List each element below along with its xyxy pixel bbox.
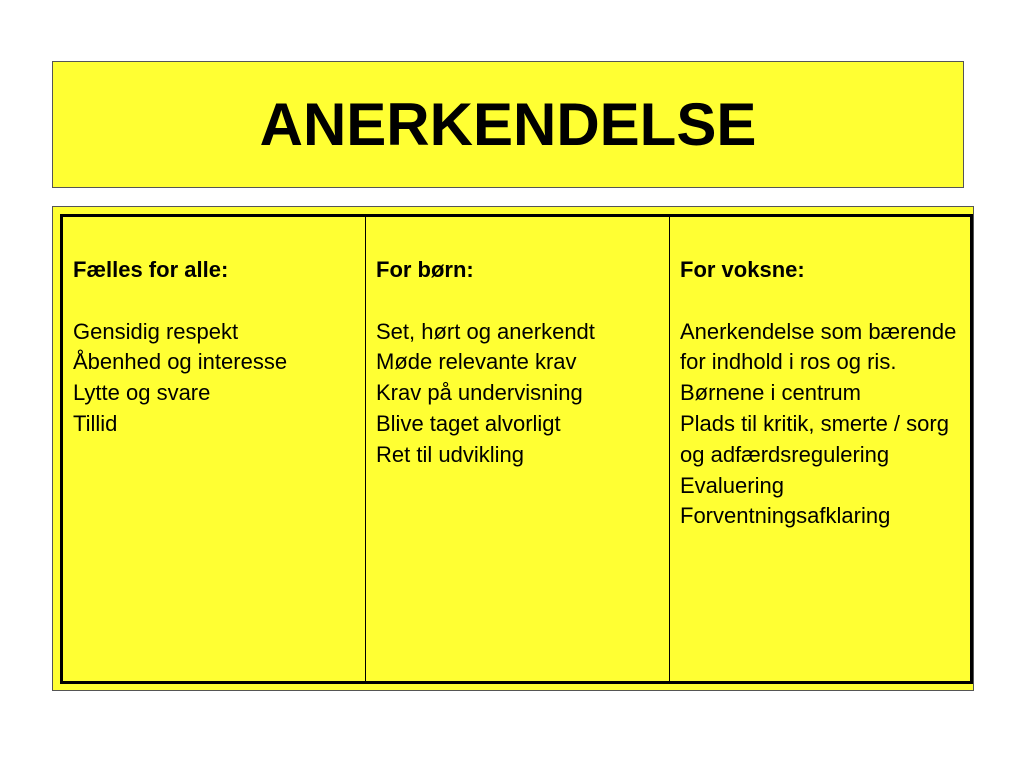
list-item: Åbenhed og interesse [73, 349, 288, 375]
column-heading: Fælles for alle: [73, 257, 229, 282]
content-table-frame [52, 206, 974, 691]
list-item: Set, hørt og anerkendt [376, 318, 595, 344]
list-item: Forventningsafklaring [680, 503, 891, 529]
content-table [60, 214, 973, 684]
column-for-boern [366, 217, 670, 681]
list-item: Tillid [73, 410, 118, 436]
column-heading: For voksne: [680, 257, 805, 282]
column-heading: For børn: [376, 257, 474, 282]
list-item: Ret til udvikling [376, 441, 524, 467]
column-faelles-for-alle [63, 217, 366, 681]
list-item: Krav på undervisning [376, 380, 583, 406]
list-item: Evaluering [680, 472, 784, 498]
list-item: Møde relevante krav [376, 349, 577, 375]
slide-title: ANERKENDELSE [259, 90, 757, 158]
column-for-voksne [670, 217, 970, 681]
list-item: Børnene i centrum [680, 380, 861, 406]
list-item: Gensidig respekt [73, 318, 239, 344]
list-item: Anerkendelse som bærende for indhold i ros og ris. [680, 318, 957, 375]
list-item: Blive taget alvorligt [376, 410, 561, 436]
list-item: Lytte og svare [73, 380, 211, 406]
title-box [52, 61, 964, 188]
list-item: Plads til kritik, smerte / sorg og adfærdsregulering [680, 410, 949, 467]
